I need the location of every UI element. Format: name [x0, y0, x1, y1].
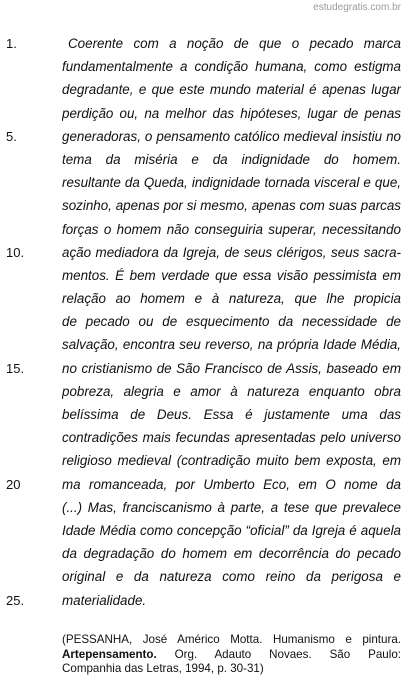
line-text: materialidade.: [62, 592, 147, 608]
line-text: generadoras, o pensamento católico medieval insistiu no: [62, 128, 401, 144]
passage-line: [0, 171, 407, 194]
citation-line: Companhia das Letras, 1994, p. 30-31): [62, 662, 264, 675]
line-text: resultante da Queda, indignidade tornada visceral e que,: [62, 175, 401, 191]
passage-line: [0, 102, 407, 125]
line-text: belíssima de Deus. Essa é justamente uma das: [62, 407, 401, 422]
line-text: perdição ou, na melhor das hipóteses, lugar de penas: [62, 105, 401, 121]
passage-line: [0, 78, 407, 101]
passage-line: [0, 148, 407, 171]
source-citation: [62, 633, 401, 677]
passage-line: [0, 589, 407, 612]
line-number: 1.: [6, 36, 17, 51]
line-text: de pecado ou de esquecimento da necessidade de: [62, 314, 401, 330]
line-text: da degradação do homem em decorrência do pecado: [62, 546, 401, 562]
site-watermark: estudegratis.com.br: [313, 2, 401, 13]
citation-line: [62, 648, 401, 663]
passage-line: [0, 357, 407, 380]
line-text: mentos. É bem verdade que essa visão pessimista em: [62, 267, 401, 283]
line-number: 15.: [6, 360, 25, 376]
passage-text: [0, 32, 407, 612]
passage-line: [0, 496, 407, 519]
line-text: tema da miséria e da indignidade do homem.: [62, 151, 401, 167]
passage-line: [0, 32, 407, 55]
passage-line: [0, 519, 407, 542]
passage-line: [0, 125, 407, 148]
citation-work-title: Artepensamento.: [62, 647, 157, 661]
passage-line: [0, 264, 407, 287]
line-text: sozinho, apenas por si mesmo, apenas com suas parcas: [62, 198, 401, 214]
citation-details: Org. Adauto Novaes. São Paulo:: [156, 647, 401, 661]
passage-line: [0, 426, 407, 449]
line-number: 20: [6, 476, 21, 492]
passage-line: [0, 241, 407, 264]
line-text: pobreza, alegria e amor à natureza enquanto obra: [62, 383, 401, 399]
passage-line: [0, 310, 407, 333]
line-text: contradições mais fecundas apresentadas pelo universo: [62, 430, 401, 446]
line-text: Coerente com a noção de que o pecado marca: [68, 36, 401, 51]
line-number: 5.: [6, 128, 17, 144]
passage-line: [0, 542, 407, 565]
line-text: fundamentalmente a condição humana, como estigma: [62, 59, 401, 75]
line-text: salvação, encontra seu reverso, na própria Idade Média,: [62, 337, 401, 353]
passage-line: [0, 287, 407, 310]
line-text: Idade Média como concepção “oficial” da Igreja é aquela: [62, 522, 401, 538]
passage-line: [0, 449, 407, 472]
line-number: 25.: [6, 592, 25, 608]
passage-line: [0, 380, 407, 403]
line-text: forças o homem não conseguiria superar, necessitando: [62, 221, 401, 237]
citation-line: (PESSANHA, José Américo Motta. Humanismo e pintura.: [62, 633, 401, 646]
line-text: ma romanceada, por Umberto Eco, em O nome da: [62, 476, 401, 492]
passage-line: [0, 194, 407, 217]
line-text: original e da natureza como reino da perigosa e: [62, 569, 401, 585]
passage-line: [0, 565, 407, 588]
line-text: religioso medieval (contradição muito bem exposta, em: [62, 453, 401, 469]
passage-line: [0, 218, 407, 241]
line-number: 10.: [6, 244, 25, 260]
passage-line: [0, 403, 407, 426]
passage-line: [0, 55, 407, 78]
line-text: degradante, e que este mundo material é apenas lugar: [62, 82, 401, 98]
line-text: ação mediadora da Igreja, de seus clérigos, seus sacra-: [62, 244, 401, 260]
line-text: no cristianismo de São Francisco de Assis, baseado em: [62, 360, 401, 376]
line-text: relação ao homem e à natureza, que lhe propicia: [62, 291, 401, 307]
line-text: (...) Mas, franciscanismo à parte, a tese que prevalece: [62, 499, 401, 515]
passage-line: [0, 473, 407, 496]
passage-line: [0, 333, 407, 356]
